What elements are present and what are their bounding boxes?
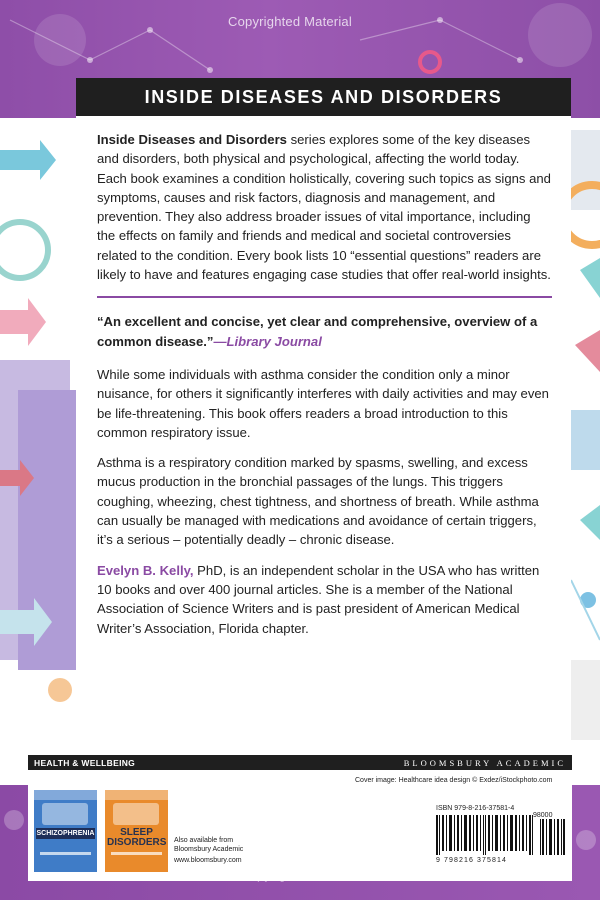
also-available-note (174, 836, 243, 854)
copyright-watermark-top: Copyrighted Material (228, 14, 352, 29)
thumbnail-author-line (40, 852, 91, 855)
purple-divider (97, 296, 552, 298)
also-available-publisher: Bloomsbury Academic (174, 846, 244, 853)
author-bio (97, 561, 552, 638)
back-cover-text (97, 130, 552, 649)
also-available-label: Also available from (174, 837, 234, 844)
category-label: HEALTH & WELLBEING (34, 757, 136, 768)
barcode-digits: 9 798216 375814 (436, 857, 507, 864)
description-paragraph-1: While some individuals with asthma consider the condition only a minor nuisance, for others it significantly interferes with daily activities and may even be life-threatening. This book offers readers a broad introduction to this common respiratory issue. (97, 366, 549, 440)
series-title-bar (76, 78, 571, 116)
publisher-name: BLOOMSBURY ACADEMIC (403, 757, 566, 768)
related-book-title: SLEEP DISORDERS (107, 827, 167, 848)
category-bar (28, 755, 572, 770)
thumbnail-illustration (113, 803, 159, 825)
isbn-label: ISBN 979-8-216-37581-4 (436, 805, 515, 812)
review-quote-text: “An excellent and concise, yet clear and comprehensive, overview of a common disease.” (97, 314, 538, 349)
thumbnail-series-band (105, 790, 168, 800)
price-code: 98000 (533, 812, 553, 819)
copyright-watermark-bottom: Copyrighted Material (240, 867, 364, 882)
thumbnail-author-line (111, 852, 162, 855)
author-name: Evelyn B. Kelly, (97, 562, 194, 578)
related-book-thumbnail (34, 790, 97, 872)
cover-image-credit: Cover image: Healthcare idea design © Exdez/iStockphoto.com (355, 777, 553, 784)
series-name: Inside Diseases and Disorders (97, 132, 287, 147)
series-description-text: series explores some of the key diseases and disorders, both physical and psychological, affecting the world today. Each book examines a condition holistically, covering such topics as signs and symptoms, causes and risk factors, diagnosis and management, and prevention. They also address broader issues of vital importance, including the effects on family and friends and medical and societal controversies related to the condition. Every book lists 10 “essential questions” readers are likely to have and features engaging case studies that offer real-world insights. (97, 132, 551, 283)
description-paragraph-2: Asthma is a respiratory condition marked by spasms, swelling, and excess mucus production in the bronchial passages of the lungs. This triggers coughing, wheezing, chest tightness, and shortness of breath. While asthma can usually be managed with medications and avoidance of certain triggers, it’s a serious – potentially deadly – chronic disease. (97, 455, 539, 548)
related-book-thumbnail (105, 790, 168, 872)
barcode (436, 815, 566, 855)
related-book-title: SCHIZOPHRENIA (36, 830, 95, 837)
author-bio-text: PhD, is an independent scholar in the USA who has written 10 books and over 400 journal articles. She is a member of the National Association of Science Writers and is past president of American Medical Writer’s Association, Florida chapter. (97, 562, 540, 636)
publisher-website: www.bloomsbury.com (174, 857, 242, 864)
review-quote (97, 312, 552, 351)
series-description (97, 130, 552, 284)
review-source: —Library Journal (213, 333, 322, 349)
series-title: INSIDE DISEASES AND DISORDERS (144, 86, 503, 107)
thumbnail-series-band (34, 790, 97, 800)
thumbnail-illustration (42, 803, 88, 825)
